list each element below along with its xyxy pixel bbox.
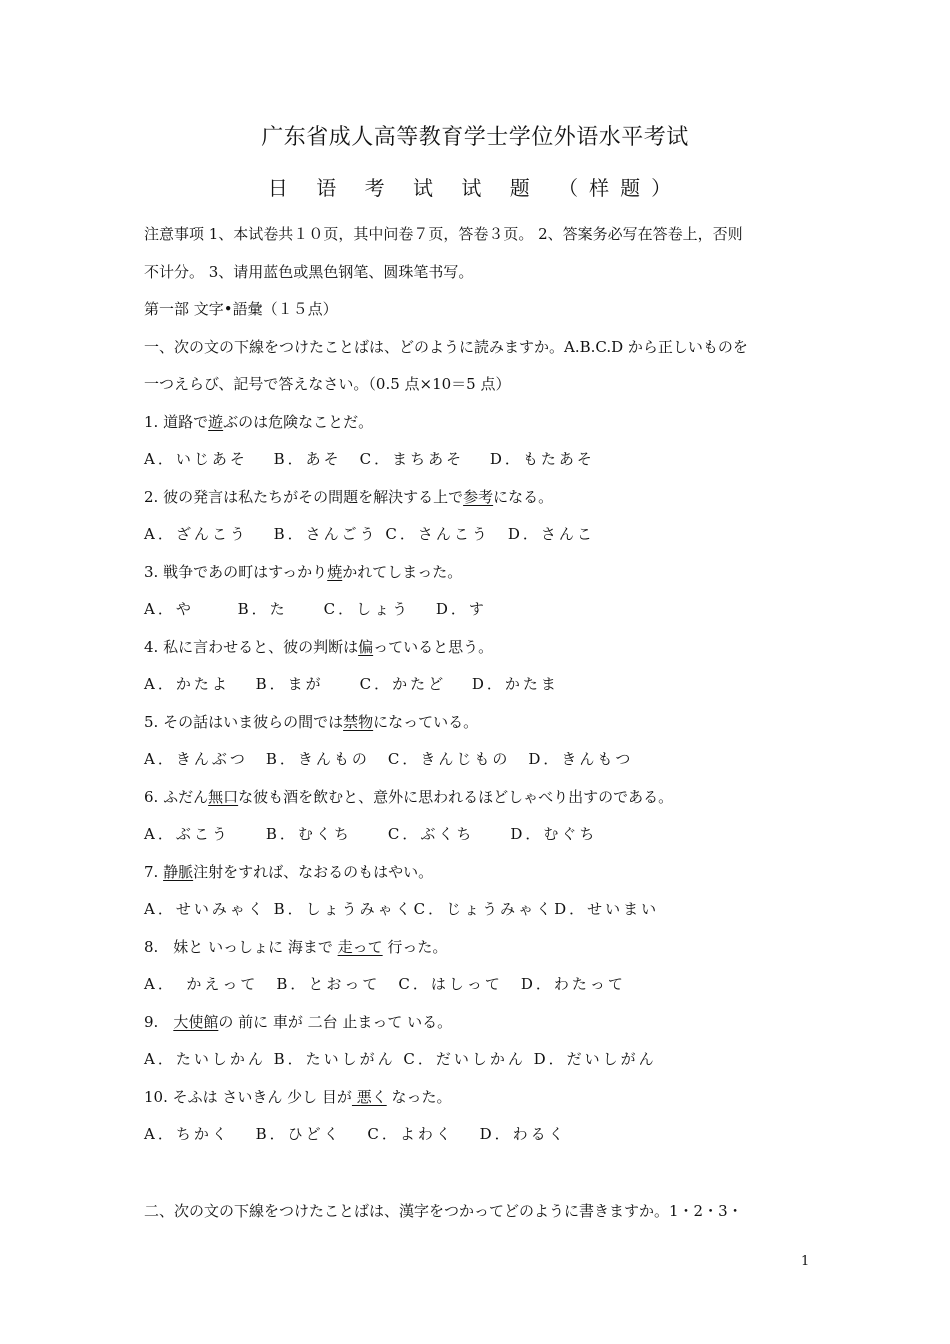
question-text: 7. <box>144 862 164 881</box>
question-text: 8. 妹と いっしょに 海まで <box>144 937 338 956</box>
exam-title: 广东省成人高等教育学士学位外语水平考试 <box>261 125 689 150</box>
question-6-options: A．ぶこう B．むくち C．ぶくち D．むぐち <box>144 825 598 843</box>
spacer <box>144 1162 812 1201</box>
question-10-options: A．ちかく B．ひどく C．よわく D．わるく <box>144 1125 567 1143</box>
question-8-options: A． かえって B．とおって C．はしって D．わたって <box>144 975 626 993</box>
question-text: っていると思う。 <box>373 637 494 656</box>
part1-heading: 第一部 文字•語彙（１５点） <box>144 300 338 318</box>
question-2-options: A．ざんこう B．さんごう C．さんこう D．さんこ <box>144 525 595 543</box>
underlined-word: 禁物 <box>343 712 374 731</box>
page-number: 1 <box>801 1254 810 1269</box>
question-1 <box>144 412 812 450</box>
question-text: 6. ふだん <box>144 787 209 806</box>
question-4 <box>144 637 812 675</box>
question-8 <box>144 937 812 975</box>
underlined-word: 大使館 <box>173 1012 219 1031</box>
underlined-word: 遊 <box>208 412 224 431</box>
question-6 <box>144 787 812 825</box>
underlined-word: 参考 <box>463 487 494 506</box>
question-text: かれてしまった。 <box>342 562 463 581</box>
underlined-word: 静脈 <box>163 862 194 881</box>
question-text: 3. 戦争であの町はすっかり <box>144 562 328 581</box>
question-text: の 前に 車が 二台 止まって いる。 <box>218 1012 453 1031</box>
notice-line-2: 不计分。 3、请用蓝色或黑色钢笔、圆珠笔书写。 <box>144 262 474 281</box>
underlined-word: 走って <box>337 937 383 956</box>
question-text: なった。 <box>386 1087 452 1106</box>
question-9 <box>144 1012 812 1050</box>
exam-content <box>144 224 812 1238</box>
question-text: ぶのは危険なことだ。 <box>223 412 374 431</box>
underlined-word: 悪く <box>351 1087 387 1106</box>
question-text: 9. <box>144 1012 174 1031</box>
question-text: 注射をすれば、なおるのもはやい。 <box>193 862 434 881</box>
question-text: な彼も酒を飲むと、意外に思われるほどしゃべり出すのである。 <box>238 787 674 806</box>
question-5-options: A．きんぶつ B．きんもの C．きんじもの D．きんもつ <box>144 750 634 768</box>
question-2 <box>144 487 812 525</box>
section2-instruction-1: 二、次の文の下線をつけたことばは、漢字をつかってどのように書きますか。1・2・3・ <box>144 1201 743 1220</box>
underlined-word: 焼 <box>327 562 343 581</box>
section1-instruction-2: 一つえらび、記号で答えなさい。（0.5 点×10＝5 点） <box>144 375 511 393</box>
question-text: になっている。 <box>373 712 479 731</box>
question-text: 5. その話はいま彼らの間では <box>144 712 344 731</box>
exam-subtitle: 日 语 考 试 试 题 （样题） <box>267 176 683 200</box>
question-9-options: A．たいしかん B．たいしがん C．だいしかん D．だいしがん <box>144 1050 657 1068</box>
question-text: になる。 <box>493 487 554 506</box>
question-text: 4. 私に言わせると、彼の判断は <box>144 637 359 656</box>
question-3-options: A．や B．た C．しょう D．す <box>144 600 487 618</box>
question-1-options: A．いじあそ B．あそ C．まちあそ D．もたあそ <box>144 450 595 468</box>
question-7-options: A．せいみゃく B．しょうみゃくC．じょうみゃくD．せいまい <box>144 900 660 918</box>
question-5 <box>144 712 812 750</box>
question-text: 10. そふは さいきん 少し 目が <box>144 1087 352 1106</box>
underlined-word: 偏 <box>358 637 374 656</box>
question-10 <box>144 1087 812 1125</box>
question-3 <box>144 562 812 600</box>
question-text: 行った。 <box>382 937 448 956</box>
question-text: 1. 道路で <box>144 412 209 431</box>
question-4-options: A．かたよ B．まが C．かたど D．かたま <box>144 675 559 693</box>
question-text: 2. 彼の発言は私たちがその問題を解決する上で <box>144 487 464 506</box>
notice-line-1: 注意事项 1、本试卷共１０页，其中问卷７页，答卷３页。 2、答案务必写在答卷上，否则 <box>144 225 743 243</box>
underlined-word: 無口 <box>208 787 239 806</box>
question-7 <box>144 862 812 900</box>
section1-instruction-1: 一、次の文の下線をつけたことばは、どのように読みますか。A.B.C.D から正しいものを <box>144 337 748 356</box>
